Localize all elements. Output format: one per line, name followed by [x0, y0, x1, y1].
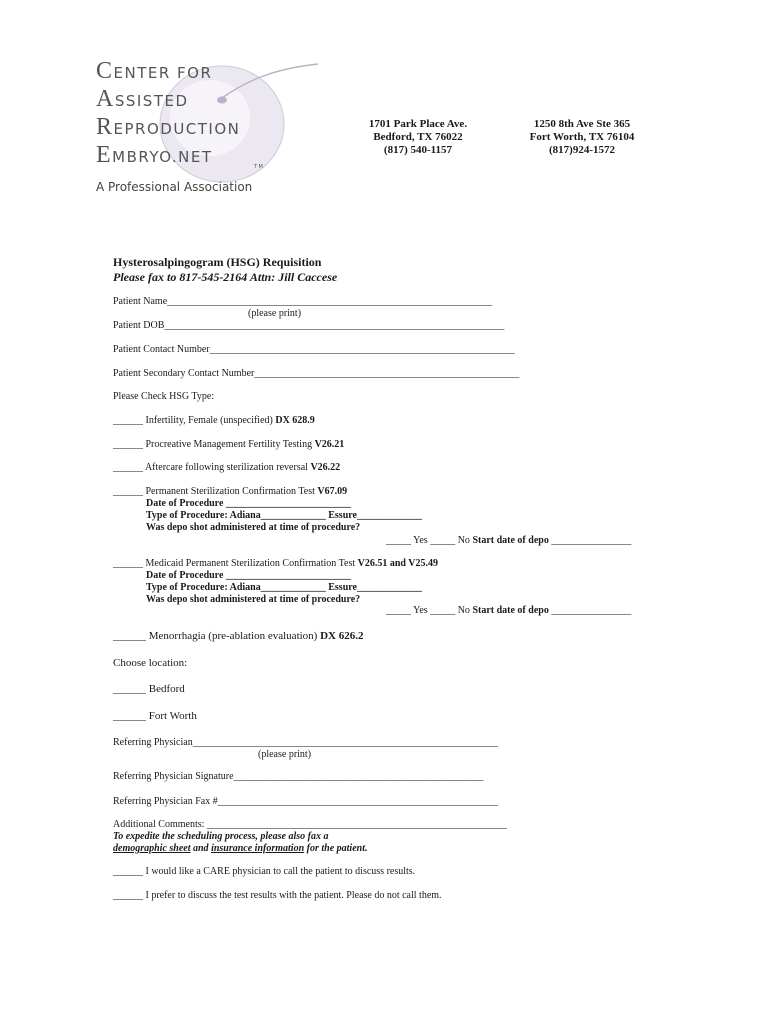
hsg-type-aftercare[interactable] — [113, 462, 340, 473]
demographic-sheet-text: demographic sheet — [113, 843, 191, 854]
option-label: I prefer to discuss the test results with the patient. Please do not call them. — [145, 890, 442, 901]
checkbox-blank[interactable]: ______ — [113, 486, 143, 497]
hsg-type-permanent[interactable] — [113, 486, 347, 497]
fax-note: Please fax to 817-545-2164 Attn: Jill Caccese — [113, 270, 338, 284]
address-line: (817) 540-1157 — [383, 144, 453, 156]
adiana-label: Adiana — [229, 510, 261, 521]
patient-contact-field[interactable]: Patient Contact Number_____________________________________________________________ — [113, 344, 515, 355]
additional-comments-field[interactable]: Additional Comments: ____________________________________________________________ — [113, 819, 507, 830]
procedure-type-field[interactable]: Type of Procedure: Adiana_____________ Essure_____________ — [146, 582, 422, 593]
option-label: Medicaid Permanent Sterilization Confirmation Test — [145, 558, 356, 569]
physician-signature-field[interactable]: Referring Physician Signature__________________________________________________ — [113, 771, 484, 782]
option-label: Menorrhagia (pre-ablation evaluation) — [148, 630, 318, 642]
depo-question: Was depo shot administered at time of procedure? — [146, 522, 361, 533]
option-label: I would like a CARE physician to call the patient to discuss results. — [145, 866, 416, 877]
for-patient-text: for the patient. — [306, 843, 368, 854]
logo-cap: E — [96, 142, 113, 168]
depo-answer-row[interactable]: _____ Yes _____ No Start date of depo ________________ — [386, 605, 632, 616]
field-label: Date of Procedure — [146, 570, 224, 581]
option-label: Permanent Sterilization Confirmation Test — [145, 486, 315, 497]
diagnosis-code: V67.09 — [317, 486, 348, 497]
referring-physician-field[interactable]: Referring Physician_____________________________________________________________ — [113, 737, 498, 748]
option-prefer-discuss[interactable] — [113, 890, 442, 901]
option-label: Aftercare following sterilization reversal — [144, 462, 308, 473]
patient-dob-field[interactable]: Patient DOB____________________________________________________________________ — [113, 320, 505, 331]
please-print-hint: (please print) — [258, 749, 312, 760]
address-fortworth — [526, 118, 638, 157]
field-label: Type of Procedure: — [146, 510, 228, 521]
logo-line-3 — [96, 114, 240, 141]
start-date-label: Start date of depo — [472, 605, 549, 616]
field-label: Patient Name — [113, 296, 168, 307]
patient-name-field[interactable]: Patient Name_________________________________________________________________ — [113, 296, 493, 307]
location-label: Bedford — [148, 683, 185, 695]
location-fortworth[interactable] — [113, 710, 197, 722]
check-type-label: Please Check HSG Type: — [113, 391, 215, 402]
expedite-note: To expedite the scheduling process, please also fax a — [113, 831, 329, 842]
please-print-hint: (please print) — [248, 308, 302, 319]
essure-label: Essure — [328, 582, 357, 593]
field-label: Patient DOB — [113, 320, 165, 331]
option-label: Procreative Management Fertility Testing — [145, 439, 313, 450]
logo-cap: R — [96, 114, 114, 140]
diagnosis-code: V26.21 — [314, 439, 345, 450]
trademark: TM — [254, 164, 265, 170]
hsg-type-procreative[interactable] — [113, 439, 344, 450]
no-label: No — [457, 605, 470, 616]
address-line: 1250 8th Ave Ste 365 — [533, 118, 631, 130]
field-label: Type of Procedure: — [146, 582, 228, 593]
checkbox-blank[interactable]: ______ — [113, 558, 143, 569]
checkbox-blank[interactable]: ______ — [113, 415, 143, 426]
checkbox-blank[interactable]: ______ — [113, 630, 146, 642]
no-label: No — [457, 535, 470, 546]
checkbox-blank[interactable]: ______ — [113, 439, 143, 450]
diagnosis-code: DX 626.2 — [320, 630, 364, 642]
adiana-label: Adiana — [229, 582, 261, 593]
checkbox-blank[interactable]: ______ — [113, 710, 146, 722]
and-text: and — [193, 843, 209, 854]
checkbox-blank[interactable]: ______ — [113, 462, 143, 473]
logo-line-2 — [96, 86, 189, 113]
expedite-note-2 — [113, 843, 368, 854]
address-line: (817)924-1572 — [549, 144, 615, 156]
diagnosis-code: V26.51 and V25.49 — [357, 558, 439, 569]
logo-line-4 — [96, 142, 213, 169]
field-label: Patient Contact Number — [113, 344, 210, 355]
address-line: 1701 Park Place Ave. — [368, 118, 468, 130]
choose-location-label: Choose location: — [113, 657, 188, 669]
hsg-type-menorrhagia[interactable] — [113, 630, 363, 642]
checkbox-blank[interactable]: ______ — [113, 866, 143, 877]
logo-line-1 — [96, 58, 212, 85]
hsg-type-medicaid[interactable] — [113, 558, 438, 569]
field-label: Date of Procedure — [146, 498, 224, 509]
address-line: Fort Worth, TX 76104 — [529, 131, 635, 143]
insurance-info-text: insurance information — [211, 843, 305, 854]
logo-text: EPRODUCTION — [113, 120, 241, 138]
start-date-label: Start date of depo — [472, 535, 549, 546]
yes-label: Yes — [413, 605, 428, 616]
patient-secondary-contact-field[interactable]: Patient Secondary Contact Number_____________________________________________________ — [113, 368, 520, 379]
hsg-type-infertility[interactable] — [113, 415, 315, 426]
location-label: Fort Worth — [148, 710, 197, 722]
logo-tagline: A Professional Association — [96, 180, 253, 194]
option-care-call[interactable] — [113, 866, 415, 877]
physician-fax-field[interactable]: Referring Physician Fax #________________________________________________________ — [113, 796, 498, 807]
field-label: Referring Physician Signature — [113, 771, 234, 782]
page-title: Hysterosalpingogram (HSG) Requisition — [113, 255, 322, 269]
diagnosis-code: DX 628.9 — [275, 415, 315, 426]
field-label: Referring Physician — [113, 737, 193, 748]
field-label: Patient Secondary Contact Number — [113, 368, 255, 379]
depo-question: Was depo shot administered at time of procedure? — [146, 594, 361, 605]
procedure-date-field[interactable]: Date of Procedure _________________________ — [146, 570, 351, 581]
option-label: Infertility, Female (unspecified) — [145, 415, 273, 426]
yes-label: Yes — [413, 535, 428, 546]
logo-cap: C — [96, 58, 114, 84]
logo-text: SSISTED — [114, 92, 189, 110]
diagnosis-code: V26.22 — [310, 462, 341, 473]
field-label: Additional Comments: — [113, 819, 205, 830]
address-line: Bedford, TX 76022 — [373, 131, 463, 143]
checkbox-blank[interactable]: ______ — [113, 890, 143, 901]
procedure-date-field[interactable]: Date of Procedure _________________________ — [146, 498, 351, 509]
field-label: Referring Physician Fax # — [113, 796, 218, 807]
depo-answer-row[interactable]: _____ Yes _____ No Start date of depo ________________ — [386, 535, 632, 546]
logo-cap: A — [96, 86, 115, 112]
logo-text: ENTER FOR — [113, 64, 213, 82]
logo-text: MBRYO.NET — [112, 148, 213, 166]
procedure-type-field[interactable]: Type of Procedure: Adiana_____________ Essure_____________ — [146, 510, 422, 521]
checkbox-blank[interactable]: ______ — [113, 683, 146, 695]
location-bedford[interactable] — [113, 683, 185, 695]
essure-label: Essure — [328, 510, 357, 521]
address-bedford — [362, 118, 474, 157]
